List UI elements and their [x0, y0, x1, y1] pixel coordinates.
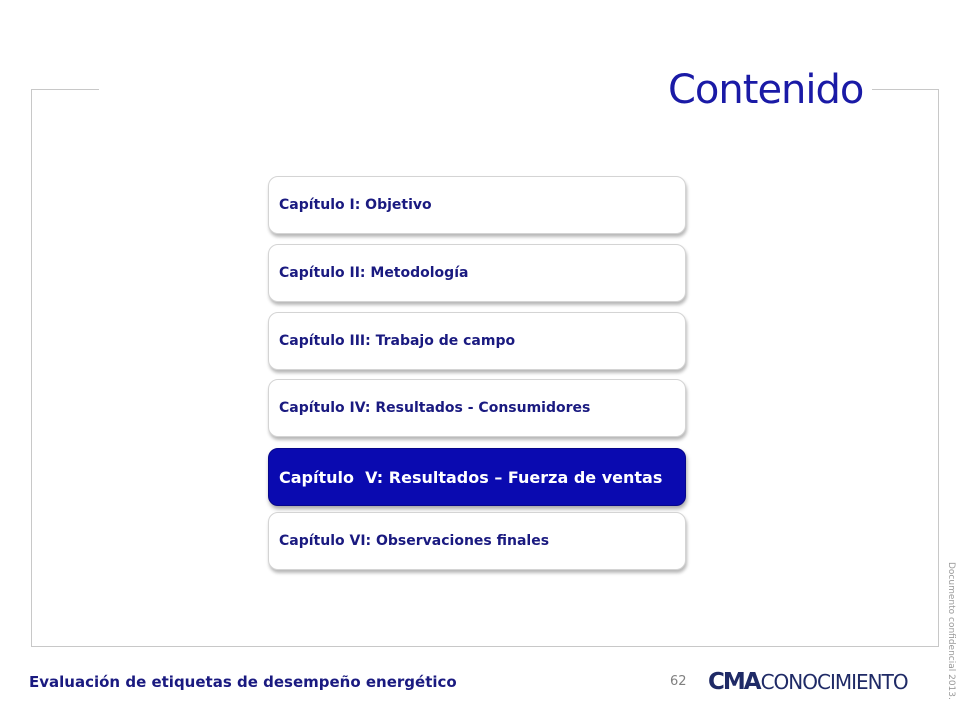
toc-item-label: Capítulo II: Metodología: [279, 265, 469, 281]
frame-left: [31, 89, 32, 647]
confidential-note: Documento confidencial 2013.: [946, 562, 956, 700]
toc-item-chapter-3[interactable]: [268, 312, 686, 370]
frame-bottom: [31, 646, 939, 647]
footer-subject: Evaluación de etiquetas de desempeño energético: [29, 673, 457, 691]
page-title: Contenido: [668, 67, 864, 113]
toc-item-chapter-2[interactable]: [268, 244, 686, 302]
toc-item-label: Capítulo III: Trabajo de campo: [279, 333, 516, 349]
toc-item-label: Capítulo V: Resultados – Fuerza de ventas: [279, 467, 663, 487]
toc-item-chapter-1[interactable]: [268, 176, 686, 234]
toc-item-label: Capítulo I: Objetivo: [279, 197, 432, 213]
page-number: 62: [670, 674, 687, 689]
toc-item-chapter-4[interactable]: [268, 379, 686, 437]
toc-item-chapter-5-active[interactable]: [268, 448, 686, 506]
toc-item-label: Capítulo IV: Resultados - Consumidores: [279, 400, 591, 416]
toc-item-label: Capítulo VI: Observaciones finales: [279, 533, 550, 549]
logo-light-text: CONOCIMIENTO: [760, 670, 908, 694]
company-logo: [708, 662, 908, 704]
logo-bold-text: CMA: [708, 669, 760, 695]
toc-item-chapter-6[interactable]: [268, 512, 686, 570]
frame-top-right: [872, 89, 939, 90]
frame-top-left: [31, 89, 99, 90]
frame-right: [938, 89, 939, 647]
